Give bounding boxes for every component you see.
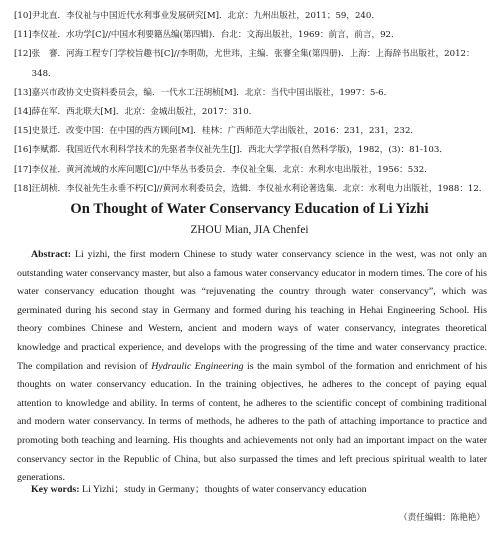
reference-item: [14, 180, 488, 199]
keywords-label: Key words: [31, 484, 77, 495]
abstract-separator: :: [67, 249, 75, 260]
reference-number: [14]: [14, 107, 32, 118]
reference-text: 薛在军．西北联大[M]．北京：金城出版社，2017：310．: [31, 107, 258, 118]
reference-list: [14, 7, 488, 199]
reference-number: [13]: [14, 87, 32, 98]
english-authors: ZHOU Mian, JIA Chenfei: [190, 224, 309, 236]
abstract-text-part2: is the main symbol of the formation and enrichment of his thoughts on water conservancy education. In the training objectives, he adheres to the concept of paying equal attention to knowledge and ability. In terms of content, he adheres to the scientific concept of combining traditional and modern water conservancy. In terms of methods, he adheres to the path of attaching importance to practice and promoting both teaching and learning. His thoughts and achievements not only had an important impact on the water conservancy sector in the Republic of China, but also surpassed the times and left precious spiritual wealth to later generations.: [17, 360, 487, 484]
reference-item: [14, 103, 488, 122]
reference-text: 李仪祉．黄河流域的水库问题[C]//中华丛书委员会．李仪祉全集．北京：水利水电出版社，1956：532．: [31, 164, 433, 175]
keywords-separator: :: [76, 484, 83, 495]
abstract-label: Abstract: [31, 249, 68, 260]
reference-text: 尹北直．李仪祉与中国近代水利事业发展研究[M]．北京：九州出版社，2011；59，240．: [31, 11, 380, 21]
keywords-text: Li Yizhi；study in Germany；thoughts of water conservancy education: [82, 484, 367, 495]
abstract-text-part1: Li yizhi, the first modern Chinese to study water conservancy science in the west, was not only an outstanding water conservancy master, but also a famous water conservancy educator in modern times. The core of his water conservancy education thought was “rejuvenating the country through water conservancy”, which was germinated during his second stay in Germany and formed during his teaching in Hehai Engineering School. His theory combines Chinese and Western, ancient and modern ways of water conservancy, integrates theoretical knowledge and practical experience, and develops with the progressing of the time and water conservancy practice. The compilation and revision of: [17, 249, 487, 372]
reference-number: [11]: [14, 30, 32, 41]
reference-item: [14, 141, 488, 160]
reference-number: [15]: [14, 126, 32, 137]
keywords-line: [31, 481, 487, 495]
editor-note: （责任编辑：陈艳艳）: [399, 513, 485, 523]
reference-item: [14, 161, 488, 180]
abstract-book-title: Hydraulic Engineering: [151, 360, 244, 372]
reference-number: [12]: [14, 49, 32, 60]
reference-text: 汪胡桢．李仪祉先生永垂不朽[C]//黄河水利委员会，选辑．李仪祉水利论著选集．北京：水利电力出版社，1988：12．: [31, 183, 488, 194]
reference-item: [14, 84, 488, 103]
reference-item: [14, 7, 488, 26]
reference-number: [10]: [14, 11, 32, 21]
reference-item: [14, 45, 488, 83]
reference-number: [16]: [14, 145, 32, 156]
reference-text: 李仪祉．水功学[C]//中国水利要籍丛编(第四辑)．台北：文海出版社，1969：前言，前言，92．: [31, 30, 400, 41]
english-title: On Thought of Water Conservancy Education of Li Yizhi: [70, 201, 429, 217]
reference-text: 李赋都．我国近代水利科学技术的先驱者李仪祉先生[J]．西北大学学报(自然科学版)，1982，(3)：81-103．: [31, 145, 448, 156]
reference-text: 嘉兴市政协文史资料委员会，编．一代水工汪胡桢[M]．北京：当代中国出版社，1997：5-6．: [31, 87, 393, 98]
reference-item: [14, 26, 488, 45]
reference-text: 史景迁．改变中国：在中国的西方顾问[M]．桂林：广西师范大学出版社，2016：231，231，232．: [31, 126, 420, 137]
english-abstract: [17, 246, 487, 488]
reference-number: [18]: [14, 183, 32, 194]
reference-number: [17]: [14, 164, 32, 175]
reference-item: [14, 122, 488, 141]
reference-text: 张 謇．河海工程专门学校旨趣书[C]//李明勋，尤世玮，主编．张謇全集(第四册)．上海：上海辞书出版社，2012：348．: [31, 49, 475, 79]
